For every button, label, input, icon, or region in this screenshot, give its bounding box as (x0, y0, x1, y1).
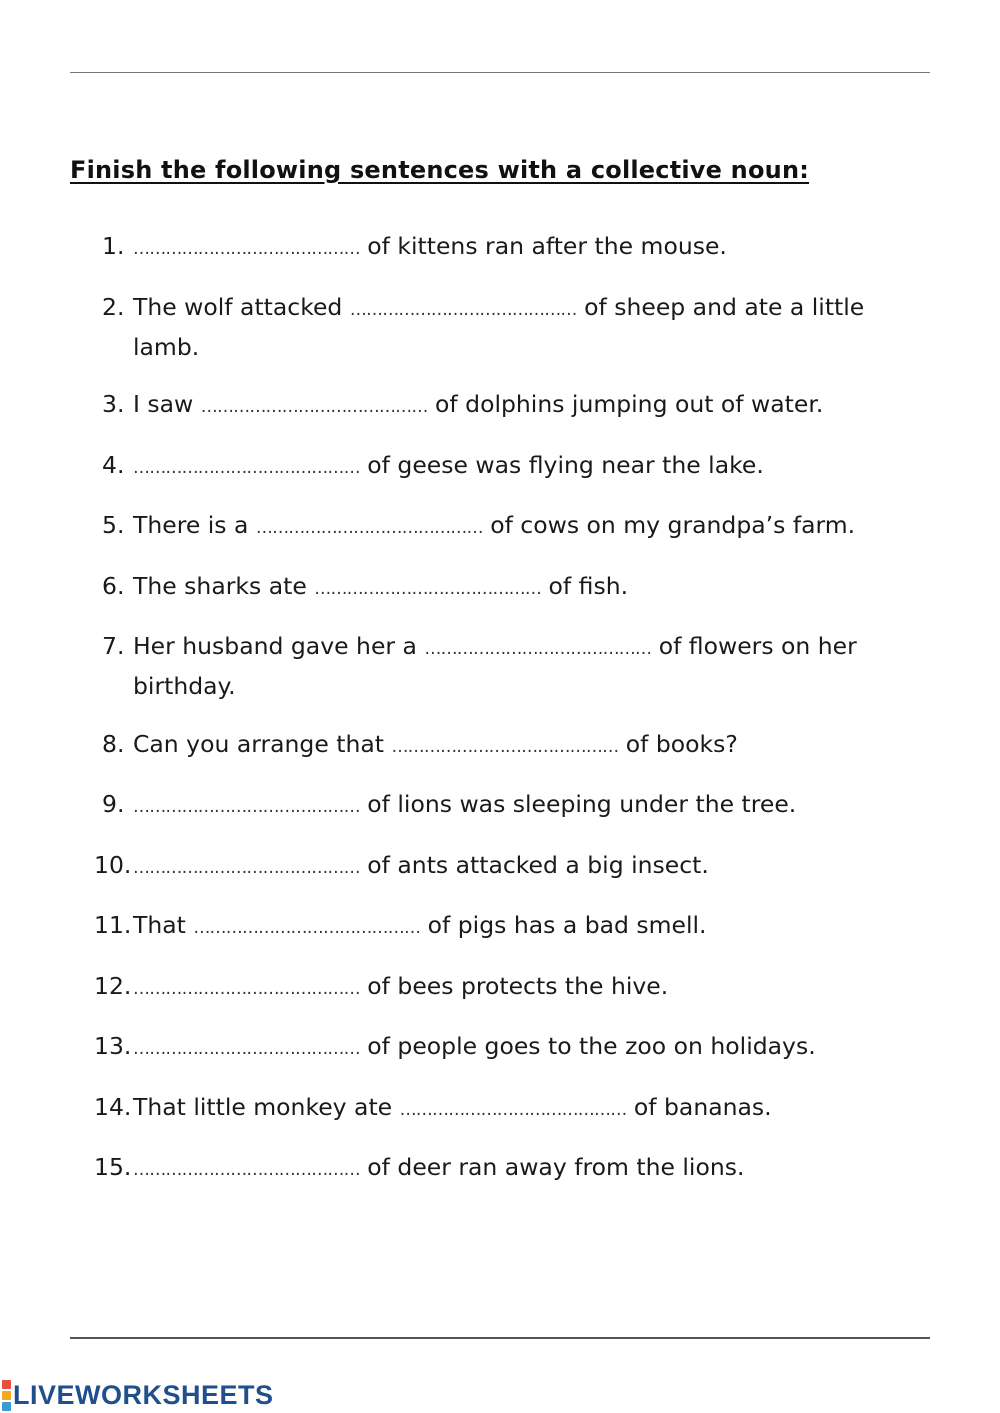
sentence-end: of ants attacked a big insect. (359, 850, 709, 879)
item-number: 15. (94, 1153, 132, 1181)
bottom-divider (70, 1337, 930, 1339)
logo-text: LIVEWORKSHEETS (13, 1379, 274, 1410)
answer-blank[interactable]: …………………………………… (193, 918, 421, 938)
item-number: 3. (102, 390, 125, 418)
item-number: 11. (94, 911, 132, 939)
item-number: 12. (94, 971, 132, 1000)
logo-mark-icon (2, 1379, 11, 1412)
item-number: 8. (102, 729, 125, 758)
sentence-start: There is a (133, 511, 256, 539)
answer-blank[interactable]: …………………………………… (133, 978, 360, 999)
item-number: 9. (102, 790, 125, 818)
sentence-end: of bees protects the hive. (359, 971, 669, 1000)
answer-blank[interactable]: …………………………………… (255, 518, 483, 538)
sentence-start: That little monkey ate (133, 1092, 400, 1121)
sentence-start: Her husband gave her a (133, 632, 425, 660)
sentence-item (94, 386, 934, 426)
sentence-end: of geese was flying near the lake. (359, 450, 764, 479)
sentence-end: of deer ran away from the lions. (359, 1153, 745, 1181)
item-number: 5. (102, 511, 125, 539)
sentence-start: That (133, 911, 194, 939)
answer-blank[interactable]: …………………………………… (424, 639, 652, 659)
sentence-end: of bananas. (626, 1092, 772, 1121)
sentence-end: of pigs has a bad smell. (420, 911, 707, 939)
sentence-start: The wolf attacked (133, 292, 350, 321)
sentence-item (94, 1089, 934, 1129)
sentence-start: Can you arrange that (133, 729, 392, 758)
sentence-start: I saw (133, 390, 201, 418)
answer-blank[interactable]: …………………………………… (133, 797, 360, 817)
sentence-end: of fish. (541, 571, 629, 600)
sentence-item (94, 968, 934, 1008)
answer-blank[interactable]: …………………………………… (349, 299, 577, 320)
answer-blank[interactable]: …………………………………… (314, 578, 542, 599)
item-number: 10. (94, 850, 132, 879)
item-number: 2. (102, 292, 125, 321)
sentence-item (94, 1149, 934, 1189)
sentence-item (94, 228, 934, 268)
sentence-end: of cows on my grandpa’s farm. (482, 511, 856, 539)
item-number: 13. (94, 1032, 132, 1060)
sentence-end: of kittens ran after the mouse. (359, 232, 727, 260)
answer-blank[interactable]: …………………………………… (133, 239, 360, 259)
sentence-item (94, 786, 934, 826)
sentence-list (94, 228, 934, 1210)
sentence-item (94, 847, 934, 887)
item-number: 14. (94, 1092, 132, 1121)
top-divider (70, 72, 930, 73)
answer-blank[interactable]: …………………………………… (133, 1039, 360, 1059)
item-number: 6. (102, 571, 125, 600)
sentence-item (94, 628, 934, 705)
sentence-end: of lions was sleeping under the tree. (359, 790, 797, 818)
sentence-item (94, 726, 934, 766)
logo-square (2, 1380, 11, 1389)
answer-blank[interactable]: …………………………………… (133, 1160, 360, 1180)
logo-square (2, 1402, 11, 1411)
sentence-item (94, 447, 934, 487)
sentence-end: of dolphins jumping out of water. (427, 390, 824, 418)
answer-blank[interactable]: …………………………………… (391, 736, 619, 757)
sentence-item (94, 568, 934, 608)
item-number: 7. (102, 632, 125, 660)
answer-blank[interactable]: …………………………………… (133, 457, 360, 478)
sentence-end: of flowers on her birthday. (133, 632, 857, 700)
liveworksheets-logo (2, 1378, 274, 1412)
sentence-end: of books? (618, 729, 738, 758)
sentence-end: of sheep and ate a little lamb. (133, 292, 865, 361)
sentence-start: The sharks ate (133, 571, 315, 600)
answer-blank[interactable]: …………………………………… (200, 397, 428, 417)
logo-square (2, 1391, 11, 1400)
answer-blank[interactable]: …………………………………… (133, 857, 360, 878)
answer-blank[interactable]: …………………………………… (399, 1099, 627, 1120)
sentence-end: of people goes to the zoo on holidays. (359, 1032, 816, 1060)
worksheet-heading: Finish the following sentences with a collective noun: (70, 156, 810, 184)
item-number: 4. (102, 450, 125, 479)
sentence-item (94, 1028, 934, 1068)
sentence-item (94, 907, 934, 947)
item-number: 1. (102, 232, 125, 260)
sentence-item (94, 507, 934, 547)
sentence-item (94, 289, 934, 366)
